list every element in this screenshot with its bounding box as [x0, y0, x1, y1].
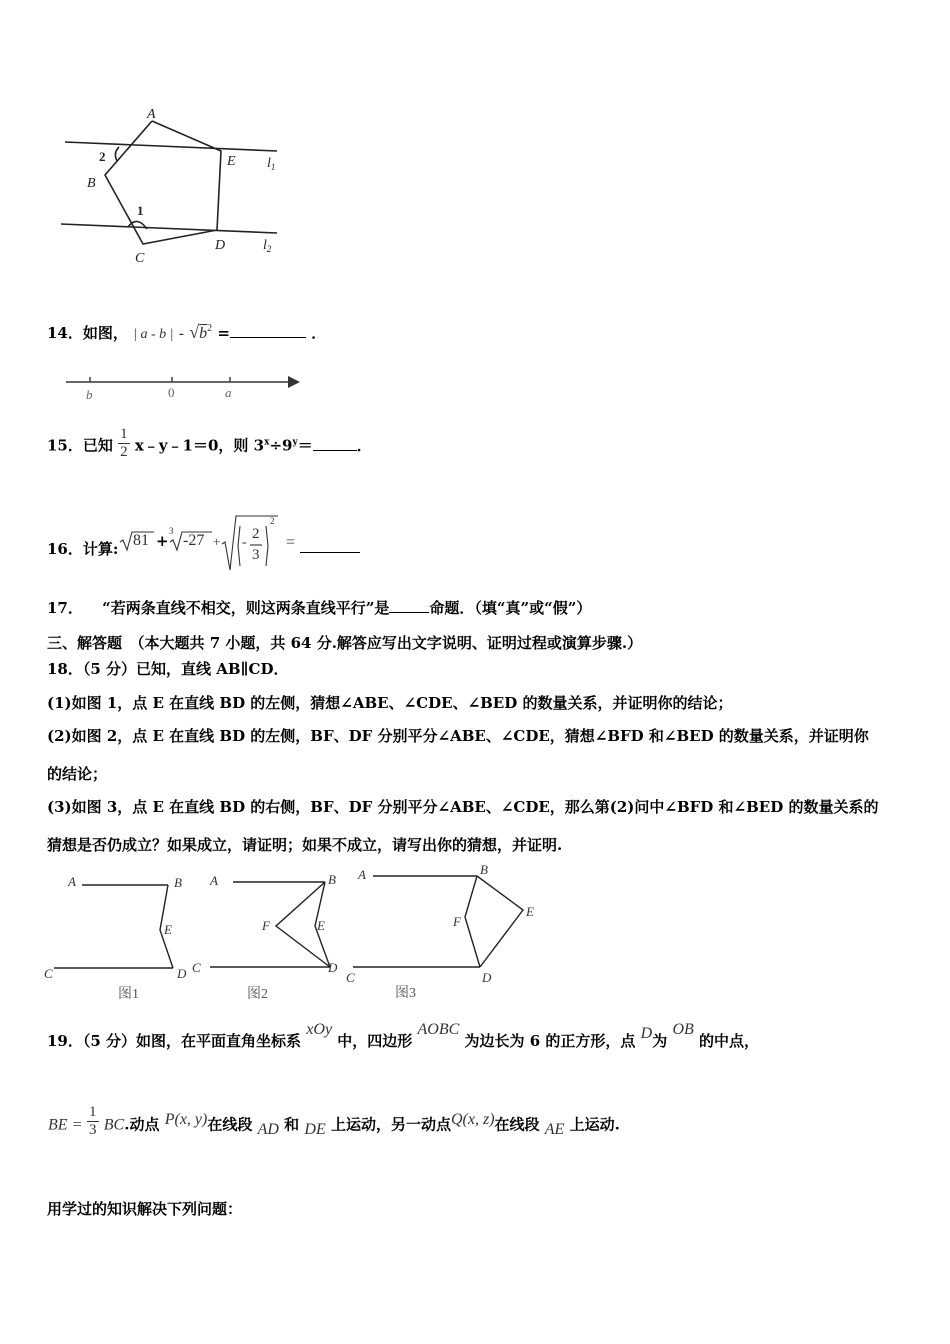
- q17-number: 17．: [47, 599, 83, 617]
- q19-ae: AE: [544, 1120, 565, 1138]
- q14-sqrt-sign: $√b^2$: [189, 322, 213, 342]
- q19-d: D: [640, 1025, 653, 1042]
- fig3-label-F: F: [453, 914, 461, 929]
- q19-ad: AD: [257, 1120, 279, 1138]
- q18-figures: [40, 860, 560, 1010]
- q15-frac-num: 1: [120, 426, 128, 442]
- q16-sqrt81: 81: [133, 532, 149, 549]
- q16-frac-num: 2: [252, 526, 260, 542]
- q19-ob: OB: [672, 1021, 694, 1038]
- label-angle-2: 2: [99, 149, 106, 164]
- q18-part3-line1: (3)如图 3，点 E 在直线 BD 的右侧，BF、DF 分别平分∠ABE、∠CDE，那么第(2)问中∠BFD 和∠BED 的数量关系的: [47, 798, 879, 816]
- q19-p: P: [164, 1110, 175, 1128]
- q19-t10: 在线段: [494, 1115, 540, 1134]
- q18-part2-line1: (2)如图 2，点 E 在直线 BD 的左侧，BF、DF 分别平分∠ABE、∠CDE，猜想∠BFD 和∠BED 的数量关系，并证明你: [47, 727, 869, 745]
- q19-frac-num: 1: [89, 1104, 97, 1120]
- label-l2: $l_2$: [263, 238, 272, 254]
- fig2-label-E: E: [317, 918, 325, 933]
- q15-number: 15．: [47, 436, 83, 455]
- fig2-label-F: F: [262, 918, 270, 933]
- q17-answer-blank[interactable]: [389, 598, 429, 613]
- fig3-label-D: D: [482, 970, 492, 985]
- q14-number: 14．: [47, 324, 83, 342]
- label-C: C: [135, 251, 145, 266]
- q15-div: ÷9: [269, 436, 293, 455]
- fig2-label-D: D: [328, 960, 338, 975]
- q15-expr: x﹣y﹣1＝0，则 3: [134, 436, 265, 455]
- q15-end: ．: [356, 436, 372, 455]
- q14-answer-blank[interactable]: [230, 323, 306, 338]
- q15-exp2: y: [292, 437, 298, 448]
- question-19-line2: [48, 1104, 620, 1139]
- q16-plus2: +: [213, 534, 221, 549]
- axis-label-a: a: [225, 385, 232, 400]
- q16-outer-exp: 2: [270, 516, 275, 526]
- q19-t7: 在线段: [207, 1115, 253, 1134]
- line-l1: [65, 142, 277, 151]
- q14-sqrt-exp: 2: [207, 323, 213, 334]
- fig2-caption: 图2: [247, 987, 268, 1002]
- axis-label-b: b: [86, 387, 93, 402]
- q14-sqrt-base: b: [199, 325, 208, 342]
- fig3-label-E: E: [526, 904, 534, 919]
- line-l2: [61, 224, 277, 233]
- axis-label-0: 0: [168, 385, 175, 400]
- q15-exp1: x: [264, 437, 270, 448]
- q15-frac-den: 2: [120, 444, 128, 460]
- q19-t1: （5 分）如图，在平面直角坐标系: [82, 1032, 302, 1050]
- fig3-label-C: C: [346, 970, 355, 985]
- q18-head: 18．（5 分）已知，直线 AB∥CD．: [47, 660, 289, 678]
- q18-part2-line2: 的结论；: [47, 765, 108, 783]
- fig2-label-C: C: [192, 960, 201, 975]
- q18-part1: (1)如图 1，点 E 在直线 BD 的左侧，猜想∠ABE、∠CDE、∠BED 的数量关系，并证明你的结论；: [47, 694, 733, 712]
- q19-t2: 中，四边形: [337, 1032, 413, 1050]
- q14-equals: =: [217, 324, 230, 342]
- label-E: E: [227, 154, 236, 169]
- q19-de: DE: [304, 1120, 326, 1138]
- q16-prefix: 计算:: [82, 540, 119, 558]
- fig1-label-E: E: [164, 922, 172, 937]
- q19-t6: .动点: [124, 1115, 160, 1134]
- fig1-caption: 图1: [118, 987, 139, 1002]
- q19-eq: =: [72, 1116, 82, 1134]
- fig1-label-A: A: [68, 874, 76, 889]
- question-19-line1: [47, 1021, 760, 1051]
- q16-cube-radicand: -27: [183, 532, 205, 549]
- q16-cube-index: 3: [169, 526, 174, 536]
- q19-q: Q: [450, 1110, 463, 1128]
- q19-bc: BC: [103, 1116, 125, 1134]
- fig3-label-A: A: [358, 867, 366, 882]
- q19-t11: 上运动.: [569, 1115, 620, 1134]
- q15-equals: ＝: [297, 436, 313, 455]
- q19-be: BE: [48, 1116, 68, 1134]
- figure-pentagon: [55, 105, 295, 270]
- q19-pxy: (x, y): [174, 1110, 208, 1128]
- q14-minus: -: [178, 325, 185, 342]
- q19-t9: 上运动，另一动点: [330, 1115, 451, 1134]
- q19-qxz: (x, z): [462, 1110, 495, 1128]
- q19-frac-den: 3: [89, 1122, 97, 1138]
- q18-part3-line2: 猜想是否仍成立？如果成立，请证明；如果不成立，请写出你的猜想，并证明.: [47, 836, 563, 854]
- q14-end: ．: [311, 324, 327, 342]
- q17-text: “若两条直线不相交，则这两条直线平行”是: [102, 599, 390, 617]
- fig3-caption: 图3: [395, 986, 416, 1001]
- label-D: D: [215, 238, 226, 253]
- fig2-label-A: A: [210, 873, 218, 888]
- q17-suffix: 命题．（填“真”或“假”）: [429, 599, 592, 617]
- label-B: B: [87, 176, 96, 191]
- label-l1: $l_1$: [267, 156, 276, 172]
- question-16: [47, 538, 118, 559]
- q16-expression: [118, 512, 368, 572]
- fig1-label-D: D: [177, 966, 187, 981]
- pentagon-shape: [105, 121, 221, 244]
- q16-frac-den: 3: [252, 547, 260, 563]
- fig1-label-C: C: [44, 966, 53, 981]
- q14-prefix: 如图，: [82, 324, 128, 342]
- q15-prefix: 已知: [82, 436, 113, 455]
- q19-aobc: AOBC: [417, 1021, 460, 1038]
- q19-t5: 的中点，: [699, 1032, 760, 1050]
- q16-equals: =: [286, 534, 296, 551]
- q19-t3: 为边长为 6 的正方形，点: [464, 1032, 636, 1050]
- fig1-label-B: B: [174, 875, 182, 890]
- q19-t8: 和: [284, 1115, 300, 1134]
- q15-answer-blank[interactable]: [313, 436, 357, 451]
- label-A: A: [147, 107, 156, 122]
- number-line: [62, 370, 307, 404]
- q16-number: 16．: [47, 540, 83, 558]
- fig2-label-B: B: [328, 872, 336, 887]
- q16-answer-blank[interactable]: [300, 538, 360, 553]
- q19-xoy: xOy: [306, 1021, 333, 1038]
- section-3-header: 三、解答题 （本大题共 7 小题，共 64 分.解答应写出文字说明、证明过程或演算步骤.）: [47, 634, 643, 652]
- q14-abs-expr: | a - b |: [133, 327, 174, 342]
- question-14: [47, 322, 326, 343]
- q19-t4: 为: [652, 1032, 668, 1050]
- fig3-label-B: B: [480, 862, 488, 877]
- label-angle-1: 1: [137, 203, 144, 218]
- q19-fraction: [87, 1104, 99, 1139]
- q19-number: 19．: [47, 1032, 83, 1050]
- q16-neg: -: [242, 535, 247, 550]
- question-15: [47, 426, 372, 461]
- number-line-arrow-icon: [288, 376, 300, 388]
- q15-fraction: [118, 426, 130, 461]
- q16-plus1: +: [156, 532, 169, 550]
- footer-instruction: 用学过的知识解决下列问题：: [47, 1200, 243, 1218]
- question-17: [47, 597, 591, 618]
